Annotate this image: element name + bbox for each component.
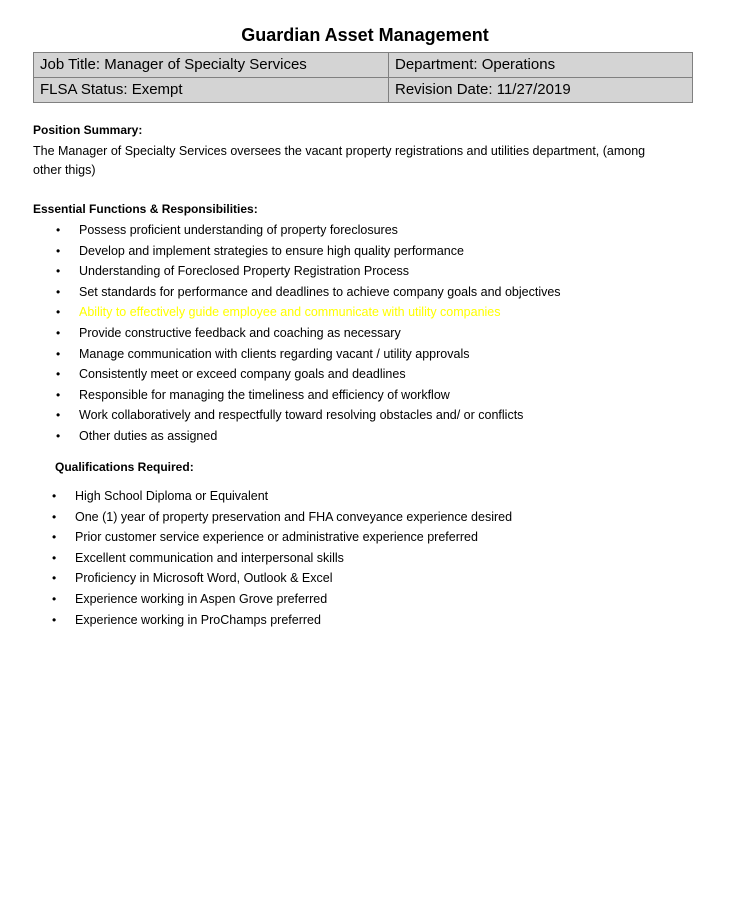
- bullet-icon: •: [56, 387, 61, 402]
- document-title: Guardian Asset Management: [241, 25, 489, 45]
- responsibility-item: [56, 364, 561, 385]
- responsibility-item-text: Manage communication with clients regarding vacant / utility approvals: [79, 346, 470, 361]
- responsibility-item: [56, 220, 561, 241]
- responsibility-item: [56, 282, 561, 303]
- responsibility-item-text: Provide constructive feedback and coaching as necessary: [79, 325, 401, 340]
- bullet-icon: •: [56, 325, 61, 340]
- responsibility-item: [56, 344, 561, 365]
- qualification-item: [52, 507, 512, 528]
- bullet-icon: •: [56, 264, 61, 279]
- qualification-item-text: Prior customer service experience or administrative experience preferred: [75, 530, 478, 545]
- bullet-icon: •: [52, 530, 57, 545]
- department-cell: Department: Operations: [389, 53, 693, 78]
- responsibility-item: [56, 426, 561, 447]
- bullet-icon: •: [52, 612, 57, 627]
- responsibility-item: [56, 261, 561, 282]
- responsibility-item: [56, 405, 561, 426]
- qualification-item: [52, 548, 512, 569]
- responsibility-item: [56, 385, 561, 406]
- qualifications-heading: Qualifications Required:: [55, 460, 194, 474]
- qualification-item: [52, 568, 512, 589]
- bullet-icon: •: [56, 408, 61, 423]
- job-header-table: [33, 52, 693, 103]
- bullet-icon: •: [56, 243, 61, 258]
- responsibility-item-text: Develop and implement strategies to ensure high quality performance: [79, 243, 464, 258]
- flsa-status-cell: FLSA Status: Exempt: [34, 78, 389, 103]
- responsibility-item: [56, 323, 561, 344]
- bullet-icon: •: [52, 489, 57, 503]
- bullet-icon: •: [52, 571, 57, 586]
- position-summary-text: The Manager of Specialty Services oversees the vacant property registrations and utilities department, (among other thigs): [33, 144, 646, 177]
- header-row: [34, 53, 693, 78]
- bullet-icon: •: [56, 305, 61, 320]
- essential-functions-heading: Essential Functions & Responsibilities:: [33, 202, 258, 216]
- job-title-cell: Job Title: Manager of Specialty Services: [34, 53, 389, 78]
- bullet-icon: •: [56, 428, 61, 443]
- qualification-item: [52, 610, 512, 631]
- essential-functions-list: [56, 220, 561, 447]
- qualification-item-text: Excellent communication and interpersonal skills: [75, 550, 344, 565]
- bullet-icon: •: [56, 223, 61, 237]
- bullet-icon: •: [52, 550, 57, 565]
- bullet-icon: •: [52, 591, 57, 606]
- responsibility-item-text: Work collaboratively and respectfully toward resolving obstacles and/ or conflicts: [79, 408, 524, 423]
- bullet-icon: •: [56, 284, 61, 299]
- responsibility-item-text: Responsible for managing the timeliness and efficiency of workflow: [79, 387, 450, 402]
- qualification-item: [52, 589, 512, 610]
- responsibility-item-text: Understanding of Foreclosed Property Registration Process: [79, 264, 410, 279]
- highlighted-responsibility-text: Ability to effectively guide employee and communicate with utility companies: [79, 305, 501, 320]
- qualifications-list: [52, 486, 512, 630]
- qualification-item-text: One (1) year of property preservation and FHA conveyance experience desired: [75, 509, 513, 524]
- qualification-item-text: Experience working in Aspen Grove preferred: [75, 591, 328, 606]
- bullet-icon: •: [52, 509, 57, 524]
- responsibility-item-text: Possess proficient understanding of property foreclosures: [79, 223, 398, 237]
- header-row: [34, 78, 693, 103]
- responsibility-item: [56, 302, 561, 323]
- responsibility-item: [56, 241, 561, 262]
- bullet-icon: •: [56, 367, 61, 382]
- qualification-item: [52, 527, 512, 548]
- responsibility-item-text: Consistently meet or exceed company goals and deadlines: [79, 367, 406, 382]
- qualification-item-text: Proficiency in Microsoft Word, Outlook & Excel: [75, 571, 333, 586]
- qualification-item-text: Experience working in ProChamps preferred: [75, 612, 321, 627]
- qualification-item: [52, 486, 512, 507]
- bullet-icon: •: [56, 346, 61, 361]
- responsibility-item-text: Other duties as assigned: [79, 428, 218, 443]
- qualification-item-text: High School Diploma or Equivalent: [75, 489, 269, 503]
- position-summary-heading: Position Summary:: [33, 123, 143, 137]
- revision-date-cell: Revision Date: 11/27/2019: [389, 78, 693, 103]
- responsibility-item-text: Set standards for performance and deadlines to achieve company goals and objectives: [79, 284, 561, 299]
